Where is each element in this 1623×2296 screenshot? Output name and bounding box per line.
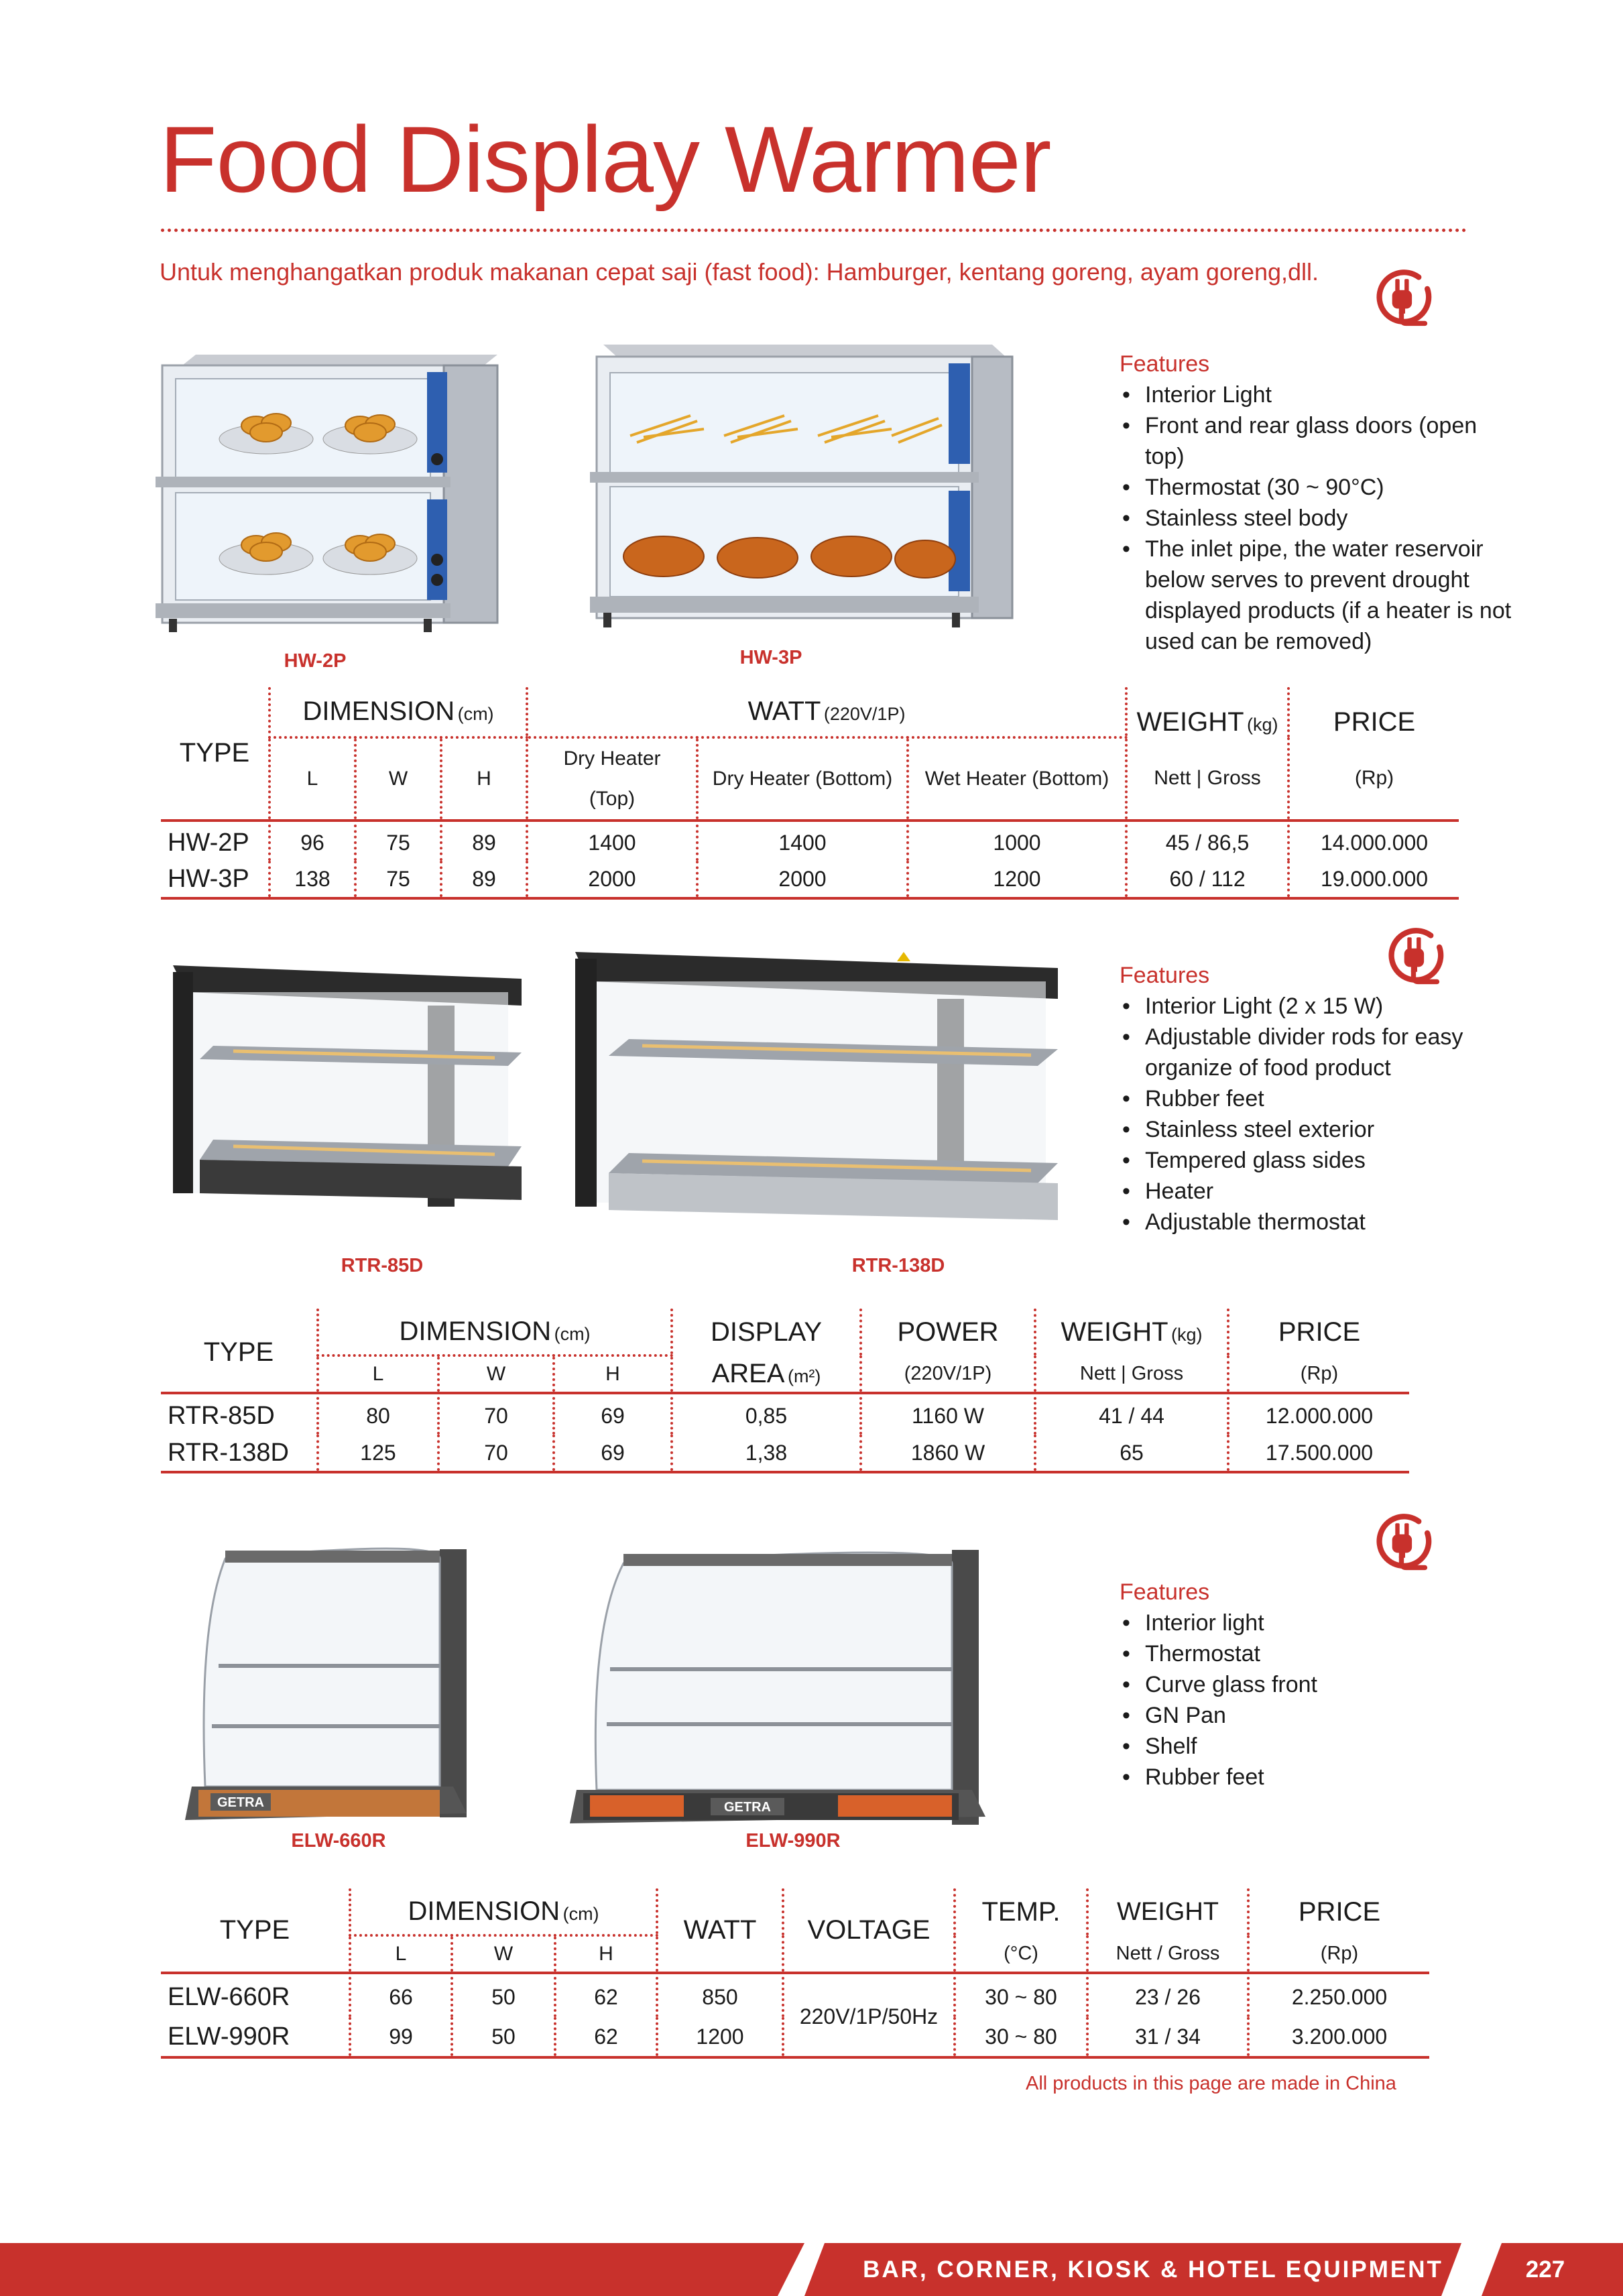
table-cell: 50 bbox=[452, 1977, 555, 2017]
table-cell: ELW-660R bbox=[168, 1982, 290, 2011]
table-cell: 70 bbox=[438, 1397, 554, 1435]
table-cell: 23 / 26 bbox=[1087, 1977, 1248, 2017]
col-sub-h: H bbox=[554, 1355, 672, 1393]
table-cell: 45 / 86,5 bbox=[1126, 825, 1288, 861]
table-cell: 75 bbox=[355, 825, 441, 861]
table-cell: RTR-138D bbox=[161, 1435, 318, 1472]
col-sub-dry-bottom: Dry Heater (Bottom) bbox=[697, 737, 908, 821]
feature-item: • Thermostat (30 ~ 90°C) bbox=[1120, 472, 1522, 503]
table-cell: 89 bbox=[441, 861, 527, 898]
product-caption: ELW-660R bbox=[291, 1830, 386, 1852]
features-list bbox=[1120, 960, 1495, 1237]
voltage-value: 220V/1P/50Hz bbox=[783, 1977, 955, 2057]
col-sub-area: AREA (m²) bbox=[672, 1355, 861, 1393]
col-sub-temp-unit: (°C) bbox=[955, 1935, 1087, 1973]
table-cell: 60 / 112 bbox=[1126, 861, 1288, 898]
col-header-price: PRICE bbox=[1248, 1888, 1429, 1935]
table-cell: 30 ~ 80 bbox=[955, 2017, 1087, 2057]
table-cell: ELW-990R bbox=[161, 2017, 350, 2057]
table-cell: HW-2P bbox=[168, 828, 249, 857]
table-cell: 80 bbox=[318, 1397, 438, 1435]
table-cell: 62 bbox=[555, 2017, 657, 2057]
origin-note: All products in this page are made in China bbox=[1026, 2073, 1396, 2094]
col-header-weight: WEIGHT bbox=[1087, 1888, 1248, 1935]
col-header-price: PRICE bbox=[1228, 1309, 1409, 1355]
table-row bbox=[161, 861, 1459, 898]
plug-icon bbox=[1374, 1510, 1436, 1571]
table-cell: 138 bbox=[269, 861, 355, 898]
feature-item: • Rubber feet bbox=[1120, 1762, 1455, 1793]
table-cell: 30 ~ 80 bbox=[955, 1977, 1087, 2017]
col-header-watt: WATT bbox=[657, 1888, 783, 1973]
col-sub-l: L bbox=[269, 737, 355, 821]
col-sub-nett-gross: Nett | Gross bbox=[1126, 737, 1288, 821]
col-header-type: TYPE bbox=[203, 1337, 274, 1367]
brand-logo: GETRA bbox=[217, 1795, 264, 1810]
table-cell: 1,38 bbox=[672, 1435, 861, 1472]
table-row bbox=[161, 825, 1459, 861]
table-cell: 75 bbox=[355, 861, 441, 898]
table-cell: 2000 bbox=[697, 861, 908, 898]
table-cell: 17.500.000 bbox=[1228, 1435, 1409, 1472]
col-sub-dry-top: Dry Heater (Top) bbox=[527, 737, 697, 821]
col-header-weight: WEIGHT (kg) bbox=[1035, 1309, 1228, 1355]
table-cell: 99 bbox=[350, 2017, 452, 2057]
rtr-138d-product-image bbox=[575, 952, 1071, 1240]
col-sub-l: L bbox=[350, 1935, 452, 1973]
table-cell: 850 bbox=[657, 1977, 783, 2017]
table-cell: RTR-85D bbox=[168, 1401, 275, 1430]
features-heading: Features bbox=[1120, 351, 1210, 377]
elw-660r-product-image bbox=[185, 1545, 520, 1827]
table-cell: 2000 bbox=[527, 861, 697, 898]
col-header-dimension: DIMENSION (cm) bbox=[350, 1888, 657, 1935]
col-header-watt: WATT (220V/1P) bbox=[527, 687, 1126, 737]
plug-icon bbox=[1374, 265, 1436, 327]
table-cell: 19.000.000 bbox=[1288, 861, 1459, 898]
elw-990r-product-image bbox=[570, 1549, 1006, 1830]
table-cell: 1200 bbox=[908, 861, 1126, 898]
feature-item: • Front and rear glass doors (open top) bbox=[1120, 410, 1522, 472]
table-cell: 2.250.000 bbox=[1248, 1977, 1429, 2017]
col-header-type: TYPE bbox=[179, 738, 250, 768]
feature-item: • Stainless steel body bbox=[1120, 503, 1522, 534]
rtr-85d-product-image bbox=[173, 965, 535, 1220]
table-cell: 69 bbox=[554, 1435, 672, 1472]
page-title: Food Display Warmer bbox=[160, 107, 1051, 212]
col-sub-power-unit: (220V/1P) bbox=[861, 1355, 1035, 1393]
intro-text: Untuk menghangatkan produk makanan cepat saji (fast food): Hamburger, kentang goreng, ayam goreng,dll. bbox=[160, 258, 1319, 286]
table-cell: 50 bbox=[452, 2017, 555, 2057]
table-cell: 1200 bbox=[657, 2017, 783, 2057]
table-cell: 1860 W bbox=[861, 1435, 1035, 1472]
product-caption: ELW-990R bbox=[745, 1830, 841, 1852]
table-cell: 12.000.000 bbox=[1228, 1397, 1409, 1435]
feature-item: • Adjustable thermostat bbox=[1120, 1207, 1495, 1237]
col-header-weight: WEIGHT (kg) bbox=[1126, 687, 1288, 737]
col-sub-wet-bottom: Wet Heater (Bottom) bbox=[908, 737, 1126, 821]
col-header-dimension: DIMENSION (cm) bbox=[318, 1309, 672, 1355]
table-cell: 1000 bbox=[908, 825, 1126, 861]
table-cell: 14.000.000 bbox=[1288, 825, 1459, 861]
table-cell: 3.200.000 bbox=[1248, 2017, 1429, 2057]
feature-item: • GN Pan bbox=[1120, 1700, 1455, 1731]
brand-logo: GETRA bbox=[724, 1800, 771, 1815]
title-divider bbox=[161, 229, 1467, 232]
feature-item: • Thermostat bbox=[1120, 1638, 1455, 1669]
table-cell: 1400 bbox=[527, 825, 697, 861]
table-cell: HW-3P bbox=[161, 861, 269, 898]
product-caption: RTR-85D bbox=[341, 1255, 424, 1276]
table-cell: 70 bbox=[438, 1435, 554, 1472]
table-cell: 96 bbox=[269, 825, 355, 861]
features-heading: Features bbox=[1120, 963, 1210, 988]
feature-item: • Interior light bbox=[1120, 1608, 1455, 1638]
feature-item: • Rubber feet bbox=[1120, 1083, 1495, 1114]
table-cell: 69 bbox=[554, 1397, 672, 1435]
col-sub-w: W bbox=[452, 1935, 555, 1973]
col-header-display: DISPLAY bbox=[672, 1309, 861, 1355]
col-header-type: TYPE bbox=[219, 1915, 290, 1945]
col-header-voltage: VOLTAGE bbox=[783, 1888, 955, 1973]
footer-section-label: BAR, CORNER, KIOSK & HOTEL EQUIPMENT bbox=[863, 2256, 1443, 2283]
col-sub-w: W bbox=[355, 737, 441, 821]
col-sub-price-unit: (Rp) bbox=[1248, 1935, 1429, 1973]
feature-item: • Curve glass front bbox=[1120, 1669, 1455, 1700]
table-cell: 62 bbox=[555, 1977, 657, 2017]
table-cell: 65 bbox=[1035, 1435, 1228, 1472]
col-sub-nett-gross: Nett | Gross bbox=[1035, 1355, 1228, 1393]
col-sub-nett-gross: Nett / Gross bbox=[1087, 1935, 1248, 1973]
feature-item: • Heater bbox=[1120, 1176, 1495, 1207]
feature-item: • Interior Light bbox=[1120, 379, 1522, 410]
table-cell: 0,85 bbox=[672, 1397, 861, 1435]
table-row bbox=[161, 1435, 1409, 1472]
feature-item: • Stainless steel exterior bbox=[1120, 1114, 1495, 1145]
page-number: 227 bbox=[1525, 2256, 1565, 2283]
rtr-spec-table bbox=[161, 1309, 1409, 1473]
col-header-power: POWER bbox=[861, 1309, 1035, 1355]
feature-item: • Interior Light (2 x 15 W) bbox=[1120, 991, 1495, 1022]
table-cell: 1160 W bbox=[861, 1397, 1035, 1435]
table-cell: 31 / 34 bbox=[1087, 2017, 1248, 2057]
product-caption: HW-2P bbox=[284, 650, 347, 672]
feature-item: • Tempered glass sides bbox=[1120, 1145, 1495, 1176]
features-list bbox=[1120, 1577, 1455, 1793]
table-cell: 89 bbox=[441, 825, 527, 861]
col-sub-price-unit: (Rp) bbox=[1228, 1355, 1409, 1393]
col-header-temp: TEMP. bbox=[955, 1888, 1087, 1935]
elw-spec-table bbox=[161, 1888, 1429, 2059]
col-sub-h: H bbox=[441, 737, 527, 821]
col-header-price: PRICE bbox=[1288, 687, 1459, 737]
feature-item: • The inlet pipe, the water reservoir below serves to prevent drought displayed products (if a heater is not used can be removed) bbox=[1120, 534, 1522, 657]
product-caption: RTR-138D bbox=[851, 1255, 945, 1276]
features-list bbox=[1120, 349, 1522, 657]
table-cell: 66 bbox=[350, 1977, 452, 2017]
product-caption: HW-3P bbox=[739, 647, 802, 668]
table-row bbox=[161, 1397, 1409, 1435]
col-sub-h: H bbox=[555, 1935, 657, 1973]
col-header-dimension: DIMENSION (cm) bbox=[269, 687, 527, 737]
feature-item: • Adjustable divider rods for easy organize of food product bbox=[1120, 1022, 1495, 1083]
hw-3p-product-image bbox=[590, 335, 1019, 657]
hw-2p-product-image bbox=[156, 345, 511, 654]
table-cell: 125 bbox=[318, 1435, 438, 1472]
col-sub-l: L bbox=[318, 1355, 438, 1393]
features-heading: Features bbox=[1120, 1579, 1210, 1605]
col-sub-w: W bbox=[438, 1355, 554, 1393]
feature-item: • Shelf bbox=[1120, 1731, 1455, 1762]
table-row bbox=[161, 1977, 1429, 2017]
table-cell: 41 / 44 bbox=[1035, 1397, 1228, 1435]
col-sub-price-unit: (Rp) bbox=[1288, 737, 1459, 821]
table-cell: 1400 bbox=[697, 825, 908, 861]
hw-spec-table bbox=[161, 687, 1459, 900]
